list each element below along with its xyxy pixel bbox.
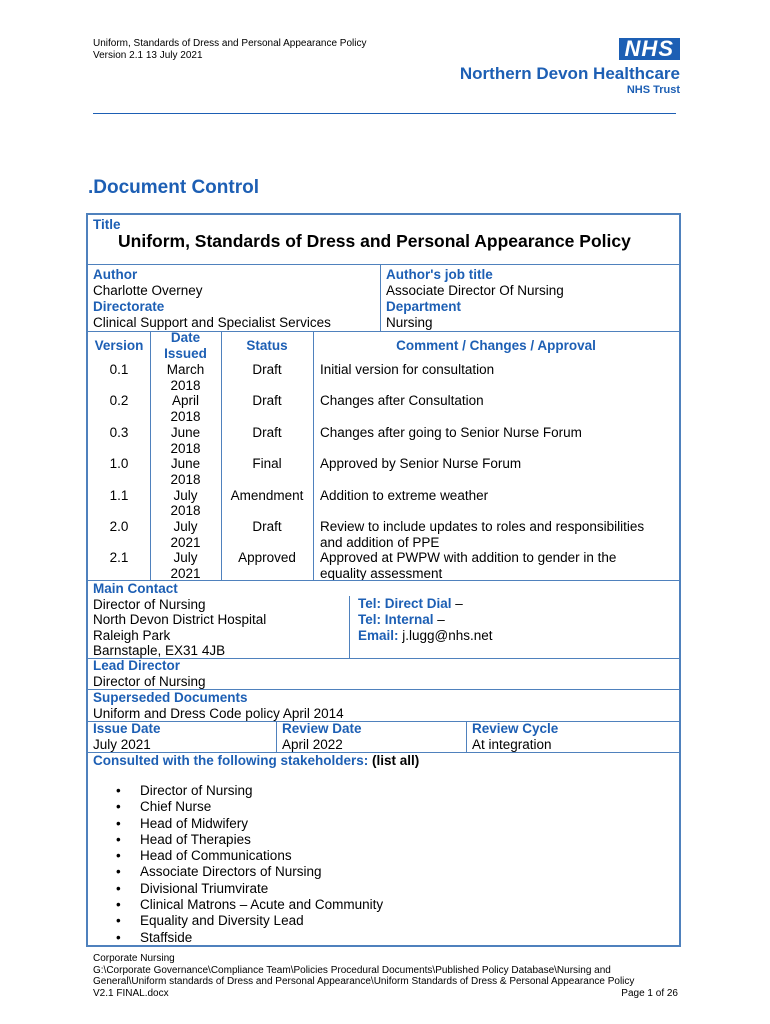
cell-date-month: June <box>170 424 201 440</box>
review-cycle-value: At integration <box>472 737 552 752</box>
page-footer <box>93 953 678 999</box>
cell-date-month: March <box>166 362 205 377</box>
author-value: Charlotte Overney <box>93 283 203 298</box>
cell-date-year: 2018 <box>170 377 201 393</box>
cell-date-month: April <box>171 393 199 409</box>
cell-version: 0.1 <box>109 362 129 377</box>
policy-title: Uniform, Standards of Dress and Personal Appearance Policy <box>118 231 631 251</box>
cell-comment: Approved by Senior Nurse Forum <box>320 456 522 472</box>
cell-status: Draft <box>252 362 282 377</box>
issue-date-label: Issue Date <box>93 721 161 736</box>
email <box>358 628 493 643</box>
job-title-value: Associate Director Of Nursing <box>386 283 564 298</box>
cell-date-year: 2021 <box>170 566 201 582</box>
cell-version: 0.3 <box>109 424 129 440</box>
contact-line: North Devon District Hospital <box>93 612 267 627</box>
list-item: • Head of Midwifery <box>116 816 383 832</box>
list-item: • Clinical Matrons – Acute and Community <box>116 897 383 913</box>
col-header-issued: Issued <box>164 346 207 361</box>
cell-date-year: 2021 <box>170 534 201 550</box>
cell-date-month: July <box>173 550 198 566</box>
cell-status: Final <box>252 456 282 472</box>
cell-status: Draft <box>252 424 282 440</box>
cell-date-year: 2018 <box>170 409 201 425</box>
title-label: Title <box>93 217 121 232</box>
contact-line: Raleigh Park <box>93 628 171 643</box>
cell-date-year: 2018 <box>170 440 201 456</box>
nhs-logo-mark: NHS <box>619 38 680 60</box>
tel-direct-label: Tel: Direct Dial <box>358 596 452 611</box>
cell-date-month: July <box>173 519 198 534</box>
cell-comment: Initial version for consultation <box>320 362 495 377</box>
header-divider <box>93 113 676 114</box>
footer-line: G:\Corporate Governance\Compliance Team\Policies Procedural Documents\Published Policy Database\Nursing and <box>93 964 611 976</box>
page-title: .Document Control <box>88 177 259 198</box>
nhs-logo <box>380 38 680 98</box>
cell-comment: Review to include updates to roles and responsibilities <box>320 519 645 534</box>
cell-comment-cont: equality assessment <box>320 566 443 582</box>
cell-comment-cont: and addition of PPE <box>320 534 440 550</box>
job-title-label: Author's job title <box>386 267 493 282</box>
cell-comment: Addition to extreme weather <box>320 487 489 503</box>
cell-date-month: June <box>170 456 201 472</box>
header-version: Version 2.1 13 July 2021 <box>93 50 203 61</box>
directorate-label: Directorate <box>93 299 165 314</box>
stakeholder-list <box>116 783 383 946</box>
lead-director-value: Director of Nursing <box>93 674 206 689</box>
divider <box>466 721 467 752</box>
review-date-value: April 2022 <box>282 737 343 752</box>
list-item: • Staffside <box>116 930 383 946</box>
col-header-status: Status <box>246 338 288 353</box>
cell-status: Draft <box>252 393 282 409</box>
cell-comment: Changes after going to Senior Nurse Forum <box>320 424 582 440</box>
cell-date-year: 2018 <box>170 503 201 519</box>
superseded-value: Uniform and Dress Code policy April 2014 <box>93 706 344 721</box>
email-value[interactable]: j.lugg@nhs.net <box>398 628 493 643</box>
cell-version: 0.2 <box>109 393 129 409</box>
cell-status: Approved <box>238 550 296 566</box>
cell-status: Amendment <box>230 487 304 503</box>
divider <box>88 264 679 265</box>
consulted-suffix: (list all) <box>368 753 420 768</box>
tel-direct-value: – <box>451 596 463 611</box>
consulted-label: Consulted with the following stakeholders: <box>93 753 369 768</box>
contact-line: Barnstaple, EX31 4JB <box>93 643 226 658</box>
cell-date-year: 2018 <box>170 471 201 487</box>
department-label: Department <box>386 299 462 314</box>
main-contact-label: Main Contact <box>93 581 178 596</box>
lead-director-label: Lead Director <box>93 658 181 673</box>
cell-version: 2.0 <box>109 519 129 534</box>
tel-internal-value: – <box>433 612 445 627</box>
list-item: • Head of Communications <box>116 848 383 864</box>
tel-direct <box>358 596 463 611</box>
org-trust: NHS Trust <box>626 84 680 96</box>
review-cycle-label: Review Cycle <box>472 721 559 736</box>
footer-line: Corporate Nursing <box>93 953 175 964</box>
running-header <box>93 38 366 62</box>
cell-version: 2.1 <box>109 550 129 566</box>
col-header-version: Version <box>94 338 144 353</box>
tel-internal <box>358 612 445 627</box>
list-item: • Associate Directors of Nursing <box>116 864 383 880</box>
divider <box>88 721 679 722</box>
contact-line: Director of Nursing <box>93 597 206 612</box>
header-doc-title: Uniform, Standards of Dress and Personal Appearance Policy <box>93 38 367 49</box>
cell-comment: Approved at PWPW with addition to gender in the <box>320 550 617 566</box>
divider <box>313 331 314 580</box>
footer-line: General\Uniform standards of Dress and Personal Appearance\Uniform Standards of Dress & Personal Appearance Policy <box>93 976 635 987</box>
department-value: Nursing <box>386 315 433 330</box>
email-label: Email: <box>358 628 399 643</box>
org-name: Northern Devon Healthcare <box>459 64 680 83</box>
divider <box>349 596 350 658</box>
cell-status: Draft <box>252 519 282 534</box>
cell-comment: Changes after Consultation <box>320 393 484 409</box>
consulted-heading <box>93 753 419 768</box>
superseded-label: Superseded Documents <box>93 690 248 705</box>
divider <box>276 721 277 752</box>
review-date-label: Review Date <box>282 721 362 736</box>
list-item: • Divisional Triumvirate <box>116 881 383 897</box>
footer-line: V2.1 FINAL.docx <box>93 987 169 999</box>
list-item: • Head of Therapies <box>116 832 383 848</box>
divider <box>380 264 381 331</box>
col-header-date: Date <box>170 330 201 345</box>
issue-date-value: July 2021 <box>93 737 151 752</box>
list-item: • Equality and Diversity Lead <box>116 913 383 929</box>
cell-version: 1.0 <box>109 456 129 472</box>
col-header-comment: Comment / Changes / Approval <box>396 338 596 353</box>
page-number: Page 1 of 26 <box>621 987 678 999</box>
cell-version: 1.1 <box>109 487 129 503</box>
list-item: • Chief Nurse <box>116 799 383 815</box>
tel-internal-label: Tel: Internal <box>358 612 434 627</box>
directorate-value: Clinical Support and Specialist Services <box>93 315 331 330</box>
list-item: • Director of Nursing <box>116 783 383 799</box>
author-label: Author <box>93 267 138 282</box>
cell-date-month: July <box>173 487 198 503</box>
